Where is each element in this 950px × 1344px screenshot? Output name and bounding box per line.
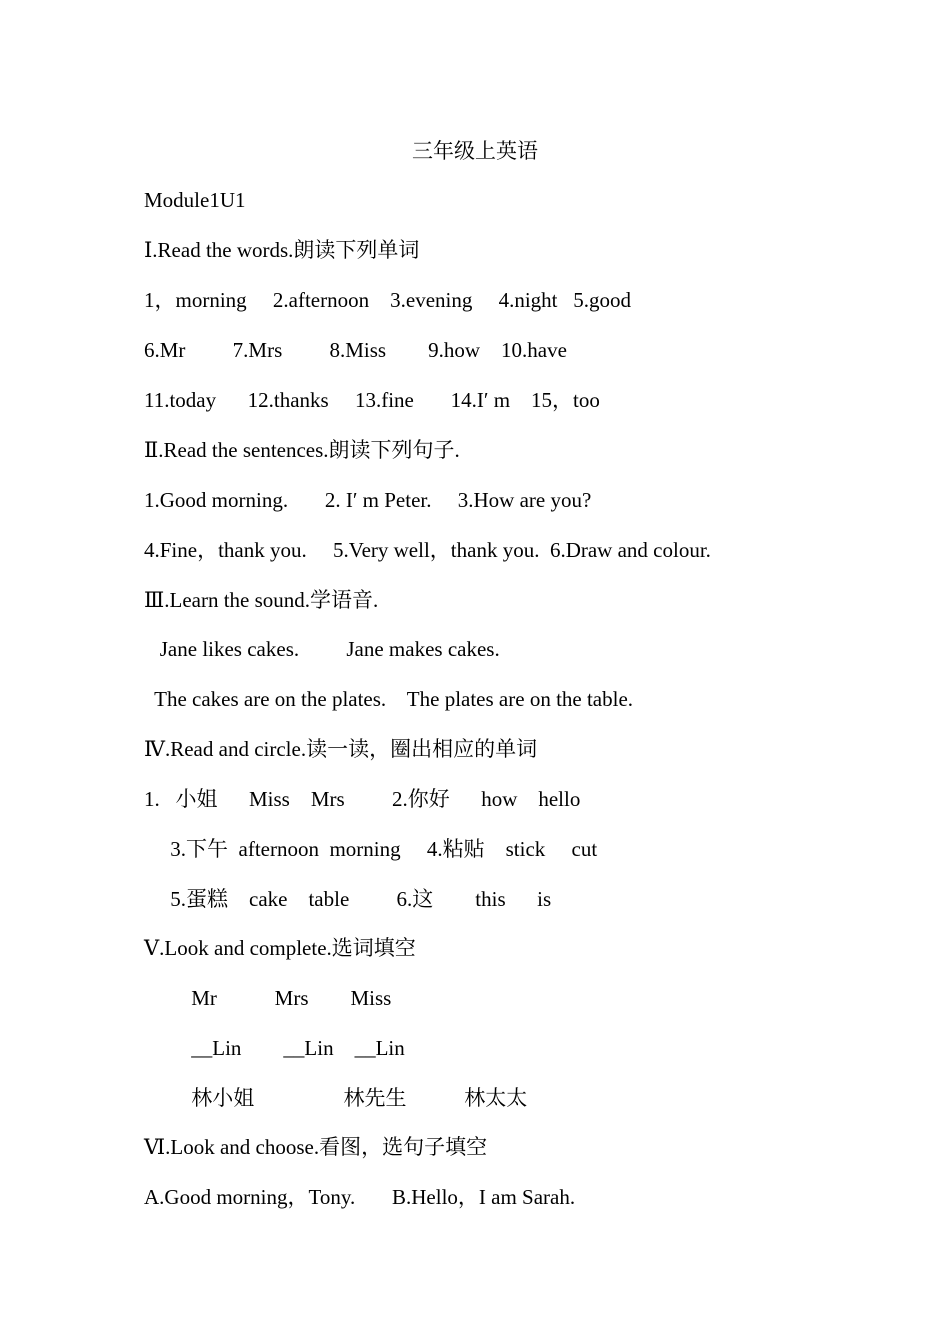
section-4-heading: Ⅳ.Read and circle.读一读，圈出相应的单词 — [144, 737, 538, 761]
word-list-row-3: 11.today 12.thanks 13.fine 14.I′ m 15，too — [144, 388, 600, 412]
complete-chinese-row: 林小姐 林先生 林太太 — [144, 1086, 528, 1110]
word-list-row-2: 6.Mr 7.Mrs 8.Miss 9.how 10.have — [144, 338, 567, 362]
complete-options-row: Mr Mrs Miss — [144, 986, 392, 1010]
sound-row-2: The cakes are on the plates. The plates are on the table. — [144, 687, 634, 711]
circle-row-2: 3.下午 afternoon morning 4.粘贴 stick cut — [144, 837, 598, 861]
choose-options-row: A.Good morning，Tony. B.Hello，I am Sarah. — [144, 1185, 576, 1209]
section-5-heading: Ⅴ.Look and complete.选词填空 — [144, 936, 416, 960]
sound-row-1: Jane likes cakes. Jane makes cakes. — [144, 637, 500, 661]
module-heading: Module1U1 — [144, 188, 246, 212]
word-list-row-1: 1，morning 2.afternoon 3.evening 4.night 5.good — [144, 288, 632, 312]
section-3-heading: Ⅲ.Learn the sound.学语音. — [144, 588, 379, 612]
section-1-heading: Ⅰ.Read the words.朗读下列单词 — [144, 238, 420, 262]
circle-row-1: 1. 小姐 Miss Mrs 2.你好 how hello — [144, 787, 581, 811]
section-2-heading: Ⅱ.Read the sentences.朗读下列句子. — [144, 438, 460, 462]
sentence-row-2: 4.Fine，thank you. 5.Very well，thank you. 6.Draw and colour. — [144, 538, 711, 562]
page-title: 三年级上英语 — [412, 139, 538, 163]
circle-row-3: 5.蛋糕 cake table 6.这 this is — [144, 887, 552, 911]
section-6-heading: Ⅵ.Look and choose.看图，选句子填空 — [144, 1135, 488, 1159]
complete-blanks-row: __Lin __Lin __Lin — [144, 1036, 405, 1060]
sentence-row-1: 1.Good morning. 2. I′ m Peter. 3.How are you? — [144, 488, 592, 512]
